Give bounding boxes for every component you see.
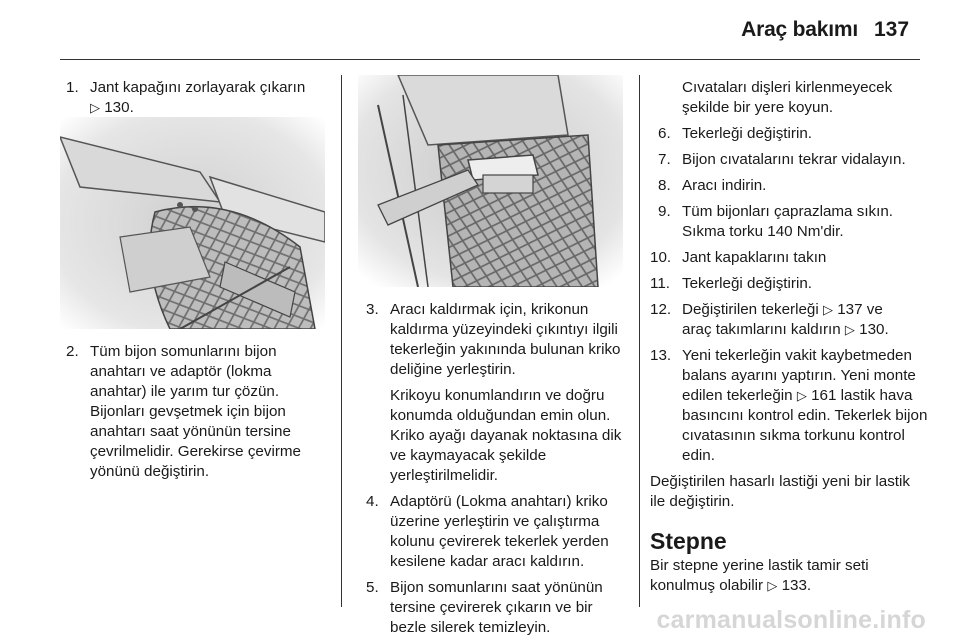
- header-rule: [60, 59, 920, 60]
- step-text: Aracı indirin.: [682, 177, 767, 194]
- step-text: Tekerleği değiştirin.: [682, 275, 812, 292]
- triangle-arrow-icon: ▷: [90, 100, 100, 115]
- step-text: Jant kapaklarını takın: [682, 249, 827, 266]
- step-text: Bijon cıvatalarını tekrar vidalayın.: [682, 151, 906, 168]
- step-8: [658, 176, 928, 196]
- step-number: 4.: [366, 493, 379, 510]
- step-text: Jant kapağını zorlayarak çıkarın: [90, 79, 306, 96]
- step-text: Tüm bijonları çaprazlama sıkın. Sıkma torku 140 Nm'dir.: [682, 203, 894, 240]
- right-column: [650, 78, 928, 596]
- step-number: 13.: [650, 347, 672, 364]
- cross-reference[interactable]: 130.: [104, 99, 134, 116]
- step-text: 161 lastik hava basıncını kontrol edin. Tekerlek bijon cıvatasının sıkma torkunu kontrol edin.: [682, 387, 928, 464]
- column-divider-2: [639, 75, 640, 607]
- step-number: 9.: [658, 203, 671, 220]
- step-text: Tüm bijon somunlarını bijon anahtarı ve adaptör (lokma anahtar) ile yarım tur çözün. Bijonları gevşetmek için bijon anahtarı saat yönünün tersine çevrilmelidir. Gerekirse çevirme yönünü değiştirin.: [90, 343, 301, 480]
- step-5: [366, 578, 632, 638]
- cross-reference[interactable]: 130.: [859, 321, 889, 338]
- step-number: 7.: [658, 151, 671, 168]
- step-text: Cıvataları dişleri kirlenmeyecek şekilde bir yere koyun.: [682, 79, 893, 116]
- page-header-title: Araç bakımı: [741, 18, 858, 41]
- triangle-arrow-icon: ▷: [822, 302, 833, 317]
- step-7: [658, 150, 928, 170]
- step-5-continued: [658, 78, 928, 118]
- step-11: [650, 274, 928, 294]
- step-6: [658, 124, 928, 144]
- step-number: 8.: [658, 177, 671, 194]
- step-text: araç takımlarını kaldırın: [682, 321, 841, 338]
- step-9: [658, 202, 928, 242]
- step-text: Adaptörü (Lokma anahtarı) kriko üzerine yerleştirin ve çalıştırma kolunu çevirerek tekerlek yerden kesilene kadar aracı kaldırın.: [390, 493, 609, 570]
- step-2: [66, 342, 332, 482]
- step-13: [650, 346, 928, 466]
- triangle-arrow-icon: ▷: [767, 578, 778, 593]
- step-10: [650, 248, 928, 268]
- step-text: Değiştirilen tekerleği: [682, 301, 819, 318]
- step-number: 3.: [366, 301, 379, 318]
- watermark: carmanualsonline.info: [656, 606, 926, 634]
- step-number: 11.: [650, 275, 670, 292]
- section-title: Stepne: [650, 528, 727, 554]
- step-subtext: Krikoyu konumlandırın ve doğru konumda olduğundan emin olun. Kriko ayağı dayanak noktasına dik ve kaymayacak şekilde yerleştirilmelidir.: [390, 387, 622, 484]
- step-number: 12.: [650, 301, 672, 318]
- section-text: [650, 556, 928, 596]
- step-4: [366, 492, 632, 572]
- step-number: 5.: [366, 579, 379, 596]
- step-3: [366, 300, 632, 486]
- step-text: Yeni tekerleğin vakit kaybetmeden balans ayarını yaptırın. Yeni monte edilen tekerleğin: [682, 347, 916, 404]
- step-number: 1.: [66, 79, 79, 96]
- jack-placement-illustration: [358, 75, 623, 287]
- cross-reference[interactable]: 133.: [781, 577, 812, 594]
- step-number: 2.: [66, 343, 79, 360]
- step-12: [650, 300, 928, 340]
- cross-reference[interactable]: 137 ve: [837, 301, 883, 318]
- middle-column: [366, 300, 632, 638]
- triangle-arrow-icon: ▷: [844, 322, 855, 337]
- hubcap-removal-illustration: [60, 117, 325, 329]
- section-body: Bir stepne yerine lastik tamir seti konulmuş olabilir: [650, 557, 869, 594]
- left-column-lower: [66, 342, 332, 482]
- step-text: Tekerleği değiştirin.: [682, 125, 812, 142]
- left-column: [66, 78, 332, 118]
- replacement-note: Değiştirilen hasarlı lastiği yeni bir lastik ile değiştirin.: [650, 473, 910, 510]
- column-divider-1: [341, 75, 342, 607]
- step-text: Aracı kaldırmak için, krikonun kaldırma yüzeyindeki çıkıntıyı ilgili tekerleğin yakınında bulunan kriko deliğine yerleştirin.: [390, 301, 621, 378]
- step-number: 10.: [650, 249, 672, 266]
- triangle-arrow-icon: ▷: [796, 388, 807, 403]
- step-text: Bijon somunlarını saat yönünün tersine çevirerek çıkarın ve bir bezle silerek temizleyin.: [390, 579, 603, 636]
- page-number: 137: [874, 18, 910, 41]
- step-number: 6.: [658, 125, 671, 142]
- step-1: [66, 78, 332, 118]
